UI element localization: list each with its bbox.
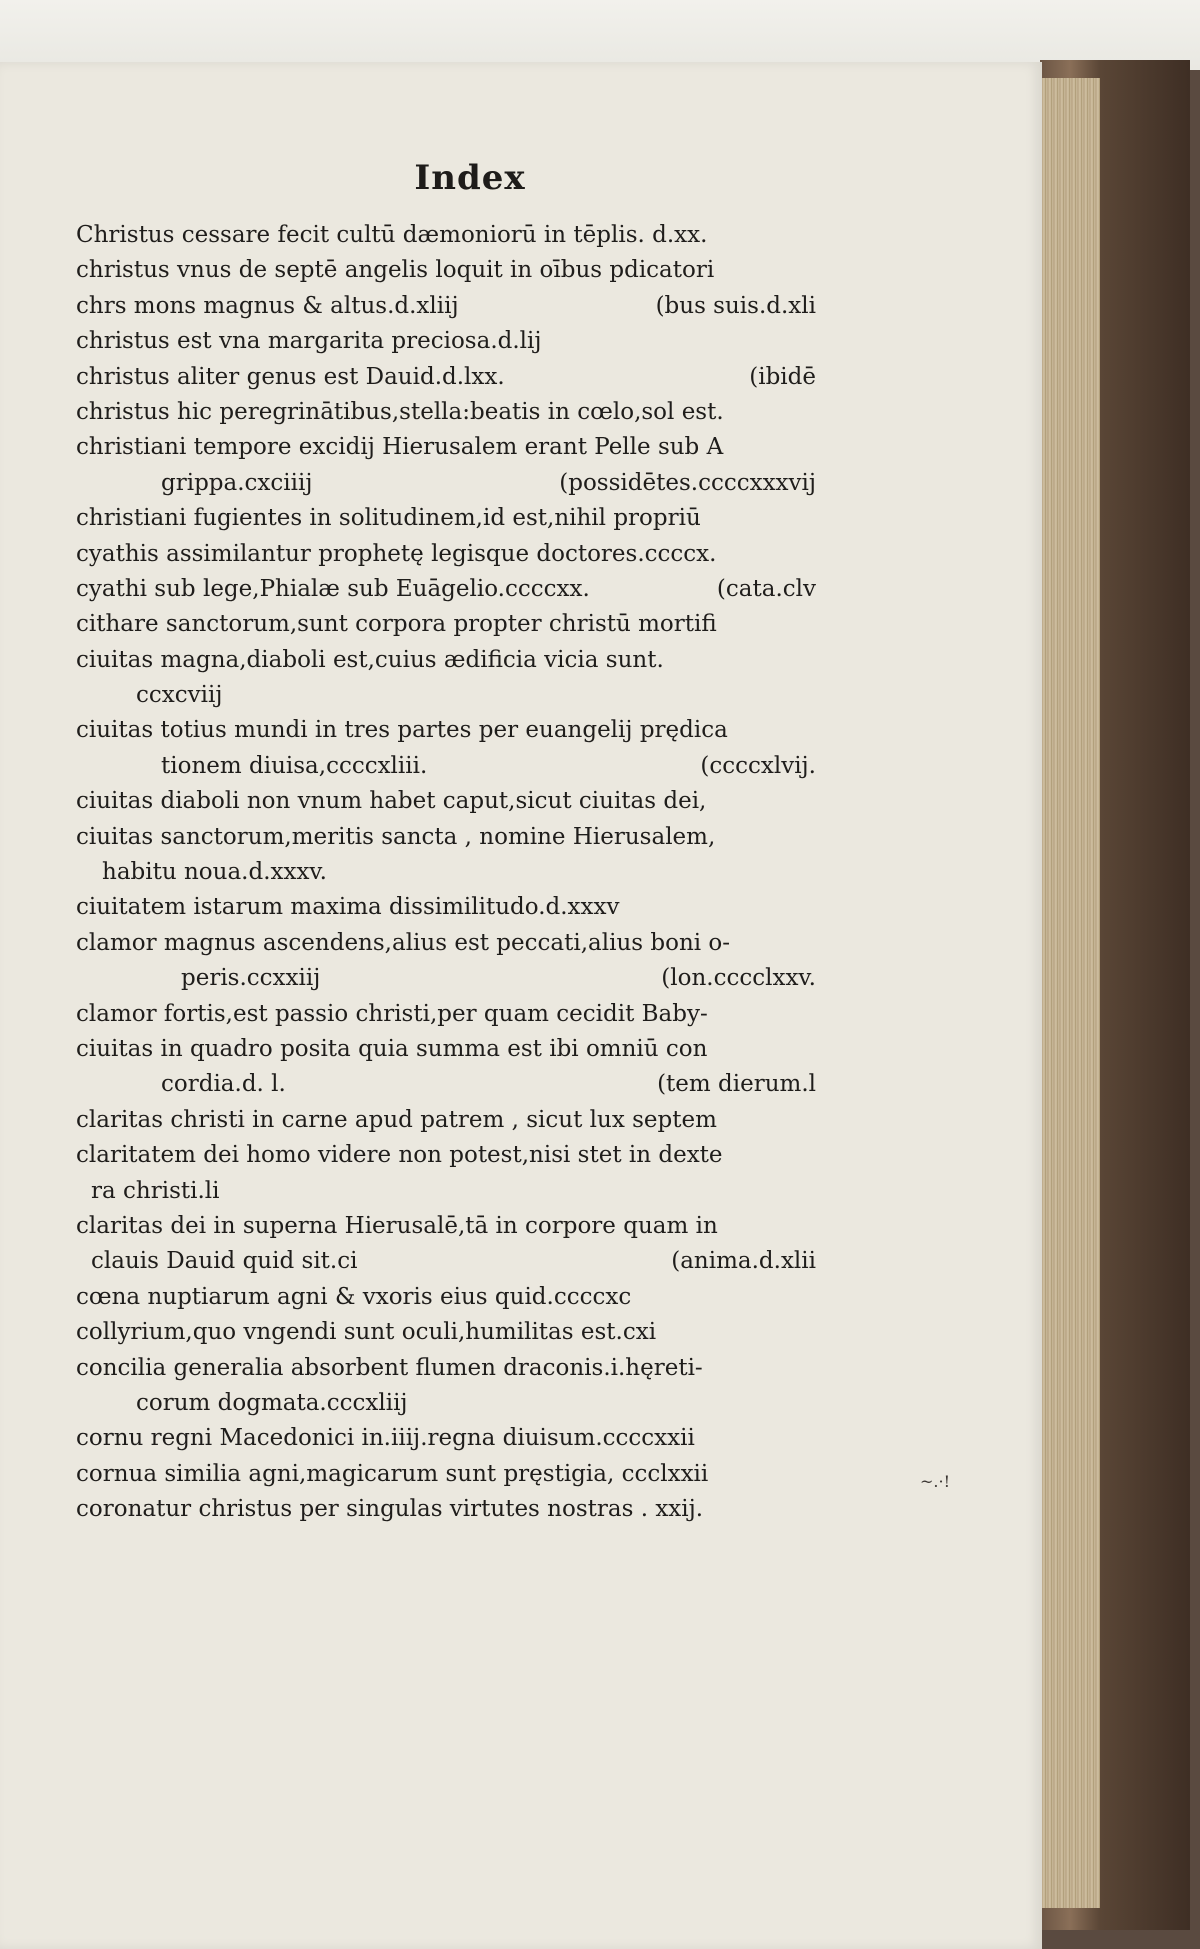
index-line-text: christiani tempore excidij Hierusalem erant Pelle sub A xyxy=(76,434,724,461)
index-line-runover: (possidētes.ccccxxxvij xyxy=(559,469,816,496)
index-line xyxy=(76,890,816,925)
page-stack xyxy=(1040,78,1100,1908)
index-line-text: ciuitas magna,diaboli est,cuius ædificia vicia sunt. xyxy=(76,646,664,673)
index-line xyxy=(76,1492,816,1527)
index-line xyxy=(76,430,816,465)
index-line-text: claritas dei in superna Hierusalē,tā in corpore quam in xyxy=(76,1212,718,1239)
index-line xyxy=(76,324,816,359)
index-line xyxy=(76,784,816,819)
index-line-text: clamor fortis,est passio christi,per quam cecidit Baby- xyxy=(76,1000,708,1027)
index-line-text: christus hic peregrinātibus,stella:beatis in cœlo,sol est. xyxy=(76,398,724,425)
index-line-text: cœna nuptiarum agni & vxoris eius quid.ccccxc xyxy=(76,1283,632,1310)
index-line-text: peris.ccxxiij xyxy=(181,965,321,992)
index-line-runover: (tem dierum.l xyxy=(657,1071,816,1098)
index-line xyxy=(76,855,816,890)
index-line-text: concilia generalia absorbent flumen draconis.i.hęreti- xyxy=(76,1354,703,1381)
index-line-text: clauis Dauid quid sit.ci xyxy=(91,1248,358,1275)
index-line-text: cyathis assimilantur prophetę legisque doctores.ccccx. xyxy=(76,540,717,567)
index-line-runover: (ccccxlvij. xyxy=(700,752,816,779)
index-line-text: cithare sanctorum,sunt corpora propter christū mortifi xyxy=(76,611,717,638)
index-line-runover: (ibidē xyxy=(749,363,816,390)
index-line-runover: (cata.clv xyxy=(716,575,816,602)
index-line xyxy=(76,1032,816,1067)
index-line-text: collyrium,quo vngendi sunt oculi,humilitas est.cxi xyxy=(76,1319,657,1346)
index-line xyxy=(76,1351,816,1386)
index-line xyxy=(76,926,816,961)
index-line xyxy=(76,678,816,713)
index-line xyxy=(76,713,816,748)
index-line-text: cornu regni Macedonici in.iiij.regna diuisum.ccccxxii xyxy=(76,1425,695,1452)
index-line xyxy=(76,1103,816,1138)
scan-background xyxy=(0,0,1200,70)
index-line-text: ciuitatem istarum maxima dissimilitudo.d.xxxv xyxy=(76,894,620,921)
index-line xyxy=(76,360,816,395)
index-line-text: christus est vna margarita preciosa.d.lij xyxy=(76,328,542,355)
index-line xyxy=(76,395,816,430)
index-line-text: claritatem dei homo videre non potest,nisi stet in dexte xyxy=(76,1142,723,1169)
index-line xyxy=(76,820,816,855)
index-line xyxy=(76,1174,816,1209)
index-line-text: clamor magnus ascendens,alius est peccati,alius boni o- xyxy=(76,929,731,956)
index-line-text: christiani fugientes in solitudinem,id est,nihil propriū xyxy=(76,505,701,532)
index-line xyxy=(76,1209,816,1244)
index-line-text: cyathi sub lege,Phialæ sub Euāgelio.ccccxx. xyxy=(76,575,590,602)
index-line-text: ciuitas totius mundi in tres partes per euangelij prędica xyxy=(76,717,728,744)
index-line-text: christus vnus de septē angelis loquit in oībus pdicatori xyxy=(76,257,715,284)
index-line-runover: (anima.d.xlii xyxy=(671,1248,816,1275)
index-line xyxy=(76,572,816,607)
index-line-text: claritas christi in carne apud patrem , sicut lux septem xyxy=(76,1106,717,1133)
index-line xyxy=(76,1315,816,1350)
index-line xyxy=(76,1138,816,1173)
index-line-text: tionem diuisa,ccccxliii. xyxy=(161,752,428,779)
index-line xyxy=(76,253,816,288)
index-line-text: chrs mons magnus & altus.d.xliij xyxy=(76,292,459,319)
index-line-text: corum dogmata.cccxliij xyxy=(136,1389,408,1416)
running-head: Index xyxy=(414,158,526,198)
index-line xyxy=(76,218,816,253)
index-line xyxy=(76,1244,816,1279)
index-line xyxy=(76,501,816,536)
index-line xyxy=(76,466,816,501)
index-line-text: cornua similia agni,magicarum sunt pręstigia, ccclxxii xyxy=(76,1460,709,1487)
index-line xyxy=(76,289,816,324)
index-line-text: ciuitas diaboli non vnum habet caput,sicut ciuitas dei, xyxy=(76,788,707,815)
index-line xyxy=(76,749,816,784)
index-line xyxy=(76,1067,816,1102)
index-line xyxy=(76,1421,816,1456)
index-line-text: coronatur christus per singulas virtutes nostras . xxij. xyxy=(76,1496,704,1523)
index-line-text: cordia.d. l. xyxy=(161,1071,286,1098)
index-line-text: ra christi.li xyxy=(91,1177,220,1204)
index-line xyxy=(76,1280,816,1315)
index-line xyxy=(76,607,816,642)
index-line-runover: (lon.cccclxxv. xyxy=(661,965,816,992)
index-line xyxy=(76,537,816,572)
index-line-text: grippa.cxciiij xyxy=(161,469,313,496)
index-line xyxy=(76,643,816,678)
index-line xyxy=(76,1386,816,1421)
index-line-text: ciuitas sanctorum,meritis sancta , nomine Hierusalem, xyxy=(76,823,716,850)
index-entries xyxy=(76,218,816,1527)
index-line xyxy=(76,1457,816,1492)
index-line-text: christus aliter genus est Dauid.d.lxx. xyxy=(76,363,505,390)
index-line-text: ccxcviij xyxy=(136,682,223,709)
margin-note: ~.·! xyxy=(920,1472,951,1491)
index-line xyxy=(76,961,816,996)
index-line xyxy=(76,997,816,1032)
index-line-text: habitu noua.d.xxxv. xyxy=(102,859,327,886)
index-line-runover: (bus suis.d.xli xyxy=(655,292,816,319)
index-line-text: Christus cessare fecit cultū dæmoniorū in tēplis. d.xx. xyxy=(76,222,708,248)
index-line-text: ciuitas in quadro posita quia summa est ibi omniū con xyxy=(76,1035,708,1062)
